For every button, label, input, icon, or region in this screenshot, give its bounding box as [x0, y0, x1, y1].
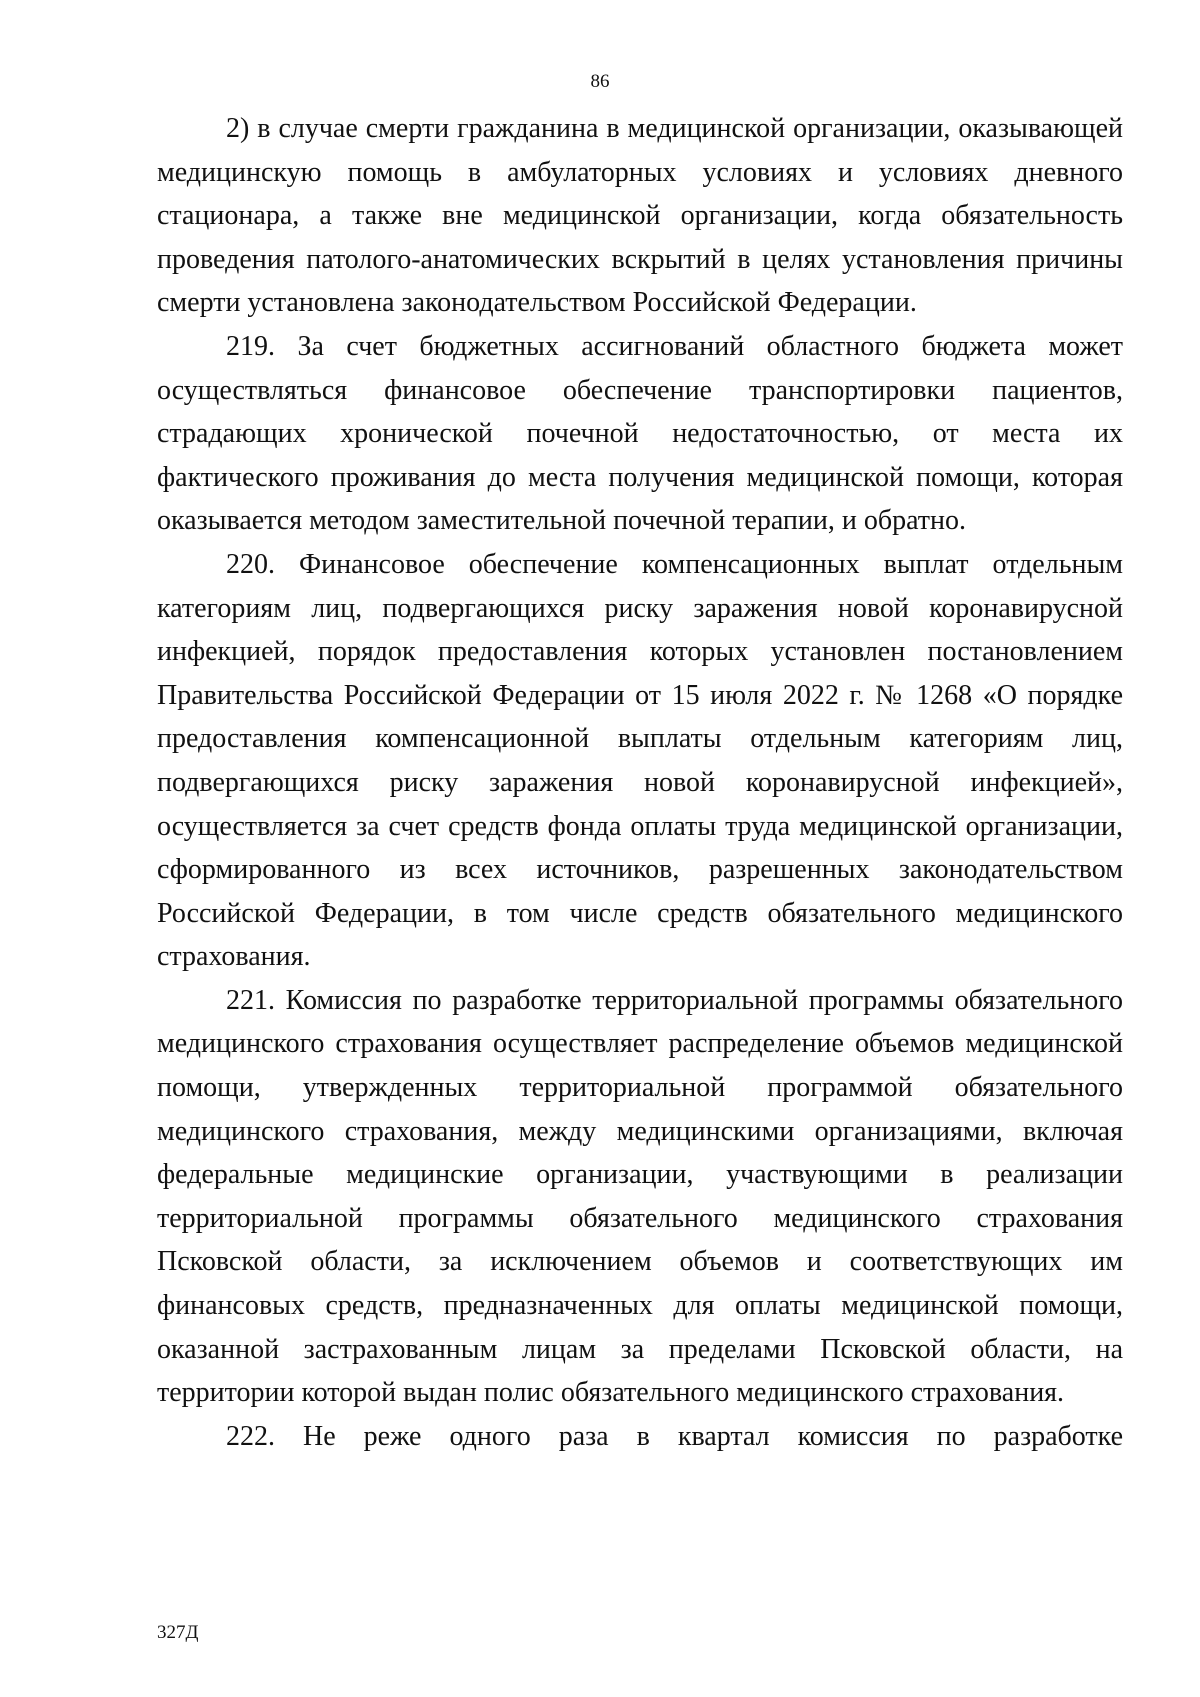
paragraph-221: 221. Комиссия по разработке территориальной программы обязательного медицинского страхования осуществляет распределение объемов медицинской помощи, утвержденных территориальной программой обязательного медицинского страхования, между медицинскими организациями, включая федеральные медицинские организации, участвующими в реализации территориальной программы обязательного медицинского страхования Псковской области, за исключением объемов и соответствующих им финансовых средств, предназначенных для оплаты медицинской помощи, оказанной застрахованным лицам за пределами Псковской области, на территории которой выдан полис обязательного медицинского страхования.: [157, 984, 1123, 1409]
document-code: 327Д: [157, 1622, 199, 1643]
paragraph-219: 219. За счет бюджетных ассигнований областного бюджета может осуществляться финансовое обеспечение транспортировки пациентов, страдающих хронической почечной недостаточностью, от места их фактического проживания до места получения медицинской помощи, которая оказывается методом заместительной почечной терапии, и обратно.: [157, 330, 1123, 537]
paragraph-220: 220. Финансовое обеспечение компенсационных выплат отдельным категориям лиц, подвергающихся риску заражения новой коронавирусной инфекцией, порядок предоставления которых установлен постановлением Правительства Российской Федерации от 15 июля 2022 г. № 1268 «О порядке предоставления компенсационной выплаты отдельным категориям лиц, подвергающихся риску заражения новой коронавирусной инфекцией», осуществляется за счет средств фонда оплаты труда медицинской организации, сформированного из всех источников, разрешенных законодательством Российской Федерации, в том числе средств обязательного медицинского страхования.: [157, 548, 1123, 973]
document-body: [157, 107, 1123, 1458]
paragraph-222: 222. Не реже одного раза в квартал комиссия по разработке: [226, 1420, 1123, 1452]
page-number: 86: [590, 71, 610, 92]
paragraph-item-2: 2) в случае смерти гражданина в медицинской организации, оказывающей медицинскую помощь в амбулаторных условиях и условиях дневного стационара, а также вне медицинской организации, когда обязательность проведения патолого-анатомических вскрытий в целях установления причины смерти установлена законодательством Российской Федерации.: [157, 113, 1123, 319]
